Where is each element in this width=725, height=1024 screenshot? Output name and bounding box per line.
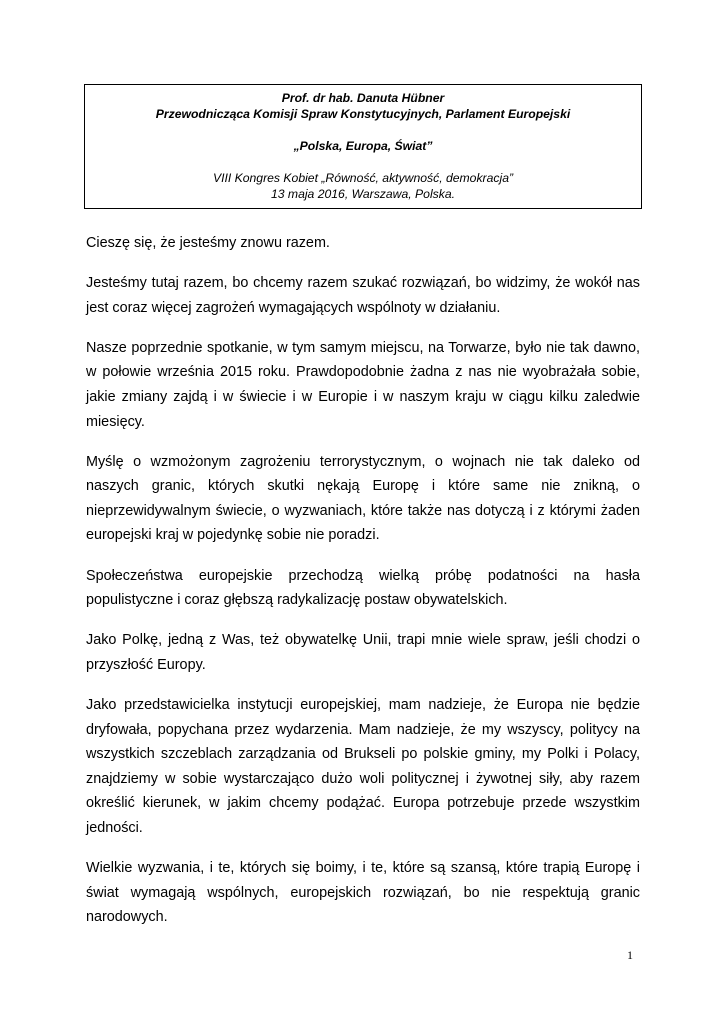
speech-header-box [84,84,642,209]
event-date-place: 13 maja 2016, Warszawa, Polska. [270,187,456,201]
paragraph: Nasze poprzednie spotkanie, w tym samym miejscu, na Torwarze, było nie tak dawno, w połowie września 2015 roku. Prawdopodobnie żadna z nas nie wyobrażała sobie, jakie zmiany zajdą i w świecie i w Europie i w naszym kraju w ciągu kilku zaledwie miesięcy. [86,339,640,430]
paragraph: Jako Polkę, jedną z Was, też obywatelkę Unii, trapi mnie wiele spraw, jeśli chodzi o przyszłość Europy. [86,632,640,673]
header-spacer [89,154,637,170]
speech-title: „Polska, Europa, Świat” [293,139,433,153]
paragraph: Myślę o wzmożonym zagrożeniu terrorystycznym, o wojnach nie tak daleko od naszych granic, których skutki nękają Europę i które same nie znikną, o nieprzewidywalnym świecie, o wyzwaniach, które także nas dotyczą i z którymi żaden europejski kraj w pojedynkę sobie nie poradzi. [86,453,640,544]
speech-body [86,231,640,945]
author-position: Przewodnicząca Komisji Spraw Konstytucyjnych, Parlament Europejski [155,107,571,121]
paragraph: Społeczeństwa europejskie przechodzą wielką próbę podatności na hasła populistyczne i coraz głębszą radykalizację postaw obywatelskich. [86,567,640,609]
page-number: 1 [627,948,633,962]
paragraph: Jesteśmy tutaj razem, bo chcemy razem szukać rozwiązań, bo widzimy, że wokół nas jest coraz więcej zagrożeń wymagających wspólnoty w działaniu. [86,275,640,316]
author-name: Prof. dr hab. Danuta Hübner [281,91,445,105]
paragraph: Jako przedstawicielka instytucji europejskiej, mam nadzieje, że Europa nie będzie dryfowała, popychana przez wydarzenia. Mam nadzieje, że my wszyscy, politycy na wszystkich szczeblach zarządzania od Brukseli po polskie gminy, my Polki i Polacy, znajdziemy w sobie wystarczająco dużo woli politycznej i żywotnej siły, aby razem określić kierunek, w jakim chcemy podążać. Europa potrzebuje przede wszystkim jedności. [86,696,640,836]
paragraph: Cieszę się, że jesteśmy znowu razem. [86,235,330,251]
paragraph: Wielkie wyzwania, i te, których się boimy, i te, które są szansą, które trapią Europę i świat wymagają wspólnych, europejskich rozwiązań, bo nie respektują granic narodowych. [86,859,640,926]
event-name: VIII Kongres Kobiet „Równość, aktywność, demokracja” [212,171,514,185]
header-spacer [89,122,637,138]
